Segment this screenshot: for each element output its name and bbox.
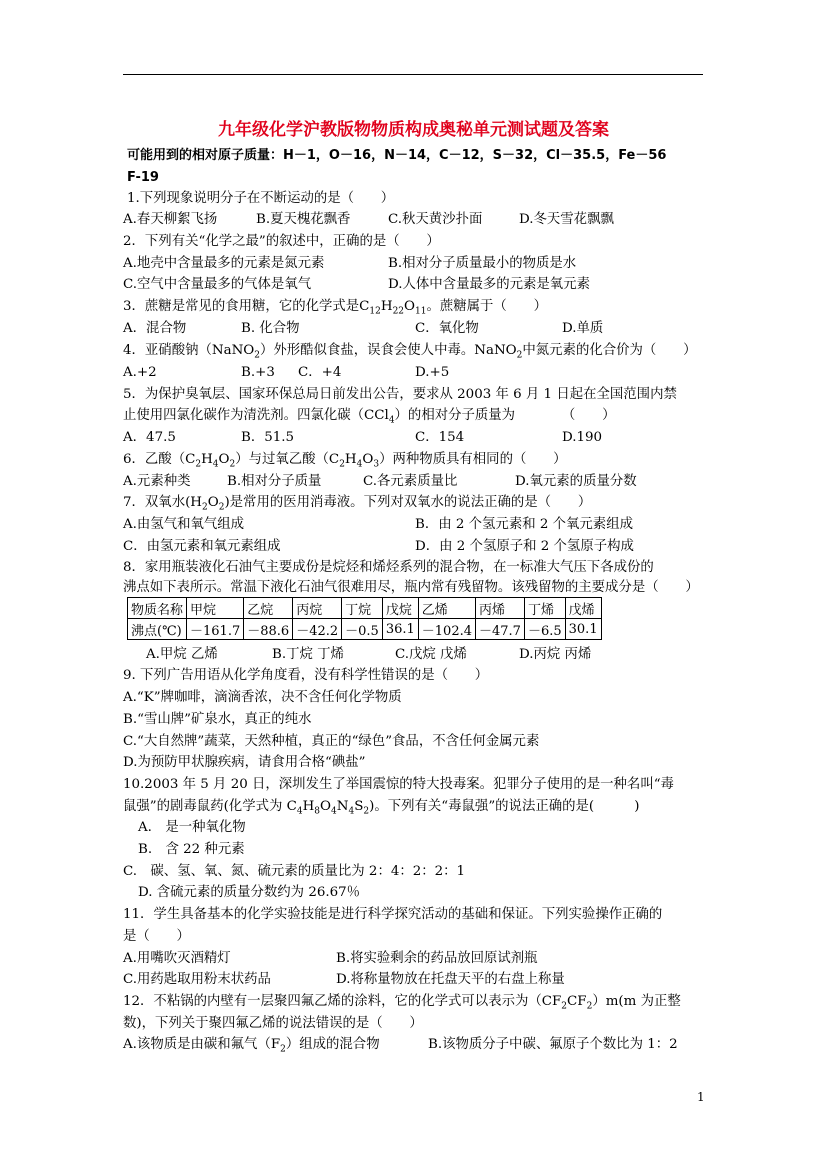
q8-option-b: B.丁烷 丁烯: [272, 647, 344, 662]
table-row: [128, 598, 602, 619]
q2-option-b: B.相对分子质量最小的物质是水: [388, 256, 577, 271]
q6-option-d: D.氧元素的质量分数: [515, 474, 637, 489]
q6-option-a: A.元素种类: [123, 474, 191, 489]
q3-option-b: B. 化合物: [241, 321, 300, 336]
q12-option-a: A.该物质是由碳和氟气$(F_2)$组成的混合物: [123, 1037, 380, 1055]
q3-option-a: A．混合物: [123, 321, 187, 336]
table-cell: －102.4: [418, 619, 475, 640]
boiling-point-table: [127, 597, 602, 640]
table-cell: 丁烯: [524, 598, 565, 619]
q8-option-c: C.戊烷 戊烯: [395, 647, 467, 662]
q7-option-b: B．由 2 个氢元素和 2 个氧元素组成: [415, 517, 633, 532]
table-cell: －42.2: [293, 619, 342, 640]
q2-option-a: A.地壳中含量最多的元素是氮元素: [123, 256, 325, 271]
table-cell: －47.7: [476, 619, 525, 640]
q9-option-c: C.“大自然牌”蔬菜，天然种植，真正的“绿色”食品，不含任何金属元素: [123, 734, 540, 749]
q7-option-c: C．由氢元素和氧元素组成: [123, 539, 281, 554]
table-cell: 戊烯: [565, 598, 601, 619]
q1-option-c: C.秋天黄沙扑面: [388, 212, 483, 227]
q4-option-a: A.+2: [123, 365, 157, 380]
q7-option-d: D．由 2 个氢原子和 2 个氢原子构成: [415, 539, 634, 554]
q6-stem: 6．乙酸$(C_2H_4O_2)$与过氧乙酸$(C_2H_4O_3)$两种物质具有相同的（ ）: [123, 452, 567, 470]
q4-stem: 4．亚硝酸钠（NaNO$_2$）外形酷似食盐，误食会使人中毒。NaNO$_2$中氮元素的化合价为（ ）: [123, 343, 697, 361]
header-rule: [123, 74, 703, 75]
table-cell: 戊烷: [382, 598, 418, 619]
table-row: [128, 619, 602, 640]
q1-option-d: D.冬天雪花飘飘: [519, 212, 614, 227]
q10-option-a: A. 是一种氧化物: [138, 820, 246, 835]
q5-option-d: D.190: [562, 430, 603, 445]
q10-option-c: C. 碳、氢、氧、氮、硫元素的质量比为 2：4：2：2：1: [123, 864, 466, 879]
q5-option-a: A．47.5: [123, 430, 176, 445]
q5-stem: 5．为保护臭氧层、国家环保总局日前发出公告，要求从 2003 年 6 月 1 日起在全国范围内禁: [123, 387, 677, 402]
q4-option-d: D.+5: [415, 365, 450, 380]
q4-option-c: C．+4: [298, 365, 342, 380]
atomic-masses-line: 可能用到的相对原子质量：H－1，O－16，N－14，C－12，S－32，Cl－35.5，Fe－56: [127, 148, 667, 163]
q6-option-c: C.各元素质量比: [363, 474, 458, 489]
q1-stem: 1.下列现象说明分子在不断运动的是（ ）: [127, 191, 395, 206]
table-cell: －88.6: [244, 619, 293, 640]
q11-option-d: D.将称量物放在托盘天平的右盘上称量: [336, 972, 565, 987]
q8-stem-2: 沸点如下表所示。常温下液化石油气很难用尽，瓶内常有残留物。该残留物的主要成分是（ ）: [123, 580, 699, 595]
q10-option-d: D. 含硫元素的质量分数约为 26.67％: [138, 885, 361, 900]
table-cell: －0.5: [342, 619, 383, 640]
document-title: 九年级化学沪教版物物质构成奥秘单元测试题及答案: [218, 120, 609, 140]
q12-stem: 12．不粘锅的内壁有一层聚四氟乙烯的涂料，它的化学式可以表示为$(CF_2CF_2)m(m$ 为正整: [123, 994, 681, 1012]
table-cell: 丙烯: [476, 598, 525, 619]
page-number: 1: [697, 1090, 705, 1104]
q11-option-b: B.将实验剩余的药品放回原试剂瓶: [336, 951, 538, 966]
q5-option-c: C．154: [415, 430, 465, 445]
table-cell: 30.1: [565, 619, 601, 640]
q8-option-a: A.甲烷 乙烯: [146, 647, 218, 662]
q11-option-c: C.用药匙取用粉末状药品: [123, 972, 271, 987]
q3-stem: 3．蔗糖是常见的食用糖，它的化学式是$C_{12}H_{22}O_{11}$。蔗糖属于（ ）: [123, 299, 547, 317]
q2-stem: 2．下列有关“化学之最”的叙述中，正确的是（ ）: [123, 234, 440, 249]
q5-option-b: B．51.5: [241, 430, 295, 445]
q9-option-d: D.为预防甲状腺疾病，请食用合格“碘盐”: [123, 755, 366, 770]
q8-option-d: D.丙烷 丙烯: [519, 647, 592, 662]
q11-stem: 11．学生具备基本的化学实验技能是进行科学探究活动的基础和保证。下列实验操作正确的: [123, 907, 663, 922]
q6-option-b: B.相对分子质量: [227, 474, 322, 489]
q2-option-c: C.空气中含量最多的气体是氧气: [123, 277, 312, 292]
table-cell: 丙烷: [293, 598, 342, 619]
q1-option-a: A.春天柳絮飞扬: [123, 212, 218, 227]
q9-stem: 9. 下列广告用语从化学角度看，没有科学性错误的是（ ）: [123, 668, 489, 683]
q10-stem: 10.2003 年 5 月 20 日，深圳发生了举国震惊的特大投毒案。犯罪分子使用的是一种名叫“毒: [123, 777, 674, 792]
q1-option-b: B.夏天槐花飘香: [256, 212, 351, 227]
table-cell: 36.1: [382, 619, 418, 640]
q10-option-b: B. 含 22 种元素: [138, 842, 245, 857]
q9-option-b: B.“雪山牌”矿泉水，真正的纯水: [123, 712, 312, 727]
table-cell: 乙烷: [244, 598, 293, 619]
q8-stem: 8．家用瓶装液化石油气主要成份是烷烃和烯烃系列的混合物，在一标准大气压下各成份的: [123, 560, 654, 575]
q12-option-b: B.该物质分子中碳、氟原子个数比为 1：2: [428, 1037, 678, 1052]
q3-option-d: D.单质: [562, 321, 604, 336]
table-cell: 物质名称: [128, 598, 187, 619]
q5-stem-2: 止使用四氯化碳作为清洗剂。四氯化碳（CCl$_4$）的相对分子质量为 （ ）: [123, 408, 616, 426]
table-cell: 沸点(℃): [128, 619, 187, 640]
table-cell: 乙烯: [418, 598, 475, 619]
atomic-masses-line-2: F-19: [127, 170, 159, 185]
q7-stem: 7．双氧水$(H_2O_2)$是常用的医用消毒液。下列对双氧水的说法正确的是（ ）: [123, 495, 592, 513]
q4-option-b: B.+3: [241, 365, 275, 380]
q12-stem-2: 数)，下列关于聚四氟乙烯的说法错误的是（ ）: [123, 1016, 423, 1031]
q10-stem-2: 鼠强”的剧毒鼠药(化学式为 $C_4H_8O_4N_4S_2$)。下列有关“毒鼠强”的说法正确的是( ): [123, 799, 640, 817]
q11-stem-2: 是（ ）: [123, 929, 190, 944]
table-cell: 甲烷: [187, 598, 244, 619]
q7-option-a: A.由氢气和氧气组成: [123, 517, 245, 532]
q9-option-a: A.“K”牌咖啡，滴滴香浓，决不含任何化学物质: [123, 690, 402, 705]
q3-option-c: C．氧化物: [415, 321, 479, 336]
q11-option-a: A.用嘴吹灭酒精灯: [123, 951, 231, 966]
q2-option-d: D.人体中含量最多的元素是氧元素: [388, 277, 590, 292]
table-cell: 丁烷: [342, 598, 383, 619]
table-cell: －6.5: [524, 619, 565, 640]
table-cell: －161.7: [187, 619, 244, 640]
